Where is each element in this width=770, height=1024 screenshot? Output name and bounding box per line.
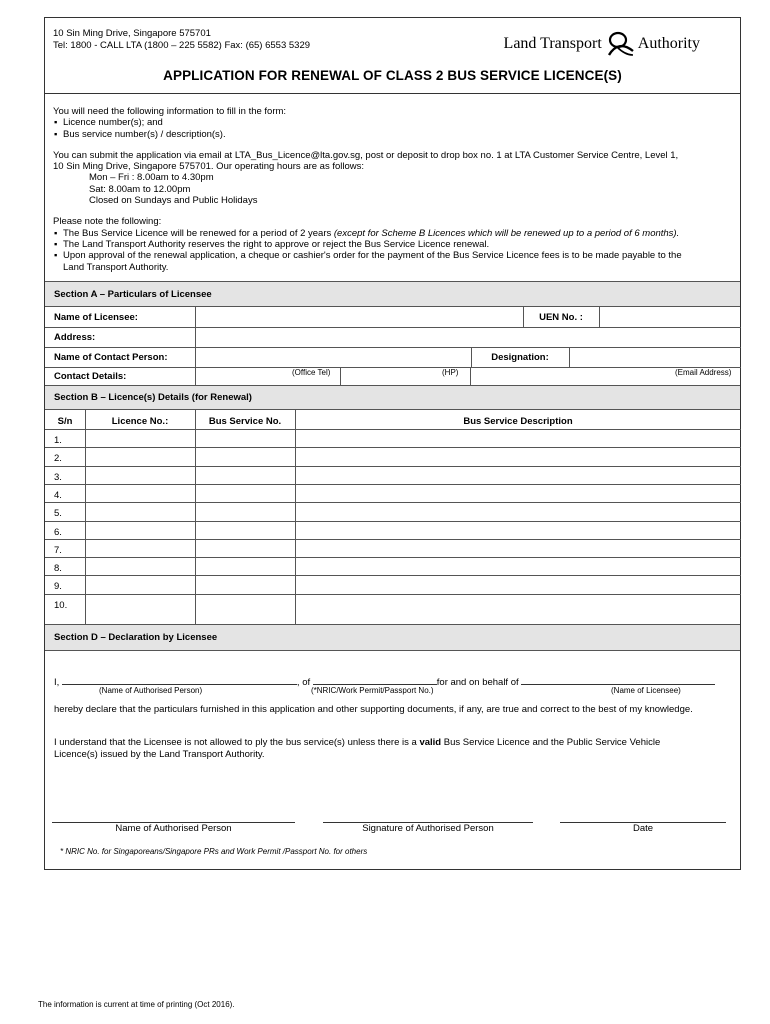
- need-list: [53, 117, 738, 140]
- contact-person-field[interactable]: [195, 347, 471, 367]
- note-text: Upon approval of the renewal application, a cheque or cashier's order for the payment of the Bus Service Licence fees is to be made payable to the: [63, 250, 682, 262]
- grid-line: [295, 410, 296, 624]
- grid-line: [195, 307, 196, 385]
- col-header-sn: S/n: [57, 416, 73, 427]
- sig-label-name: Name of Authorised Person: [115, 823, 232, 834]
- office-tel-caption: (Office Tel): [292, 368, 331, 377]
- need-line: You will need the following information to fill in the form:: [53, 106, 287, 117]
- grid-line: [45, 539, 741, 540]
- table-row[interactable]: 6.: [54, 527, 62, 538]
- table-row[interactable]: 8.: [54, 563, 62, 574]
- grid-line: [599, 307, 600, 327]
- contact-person-label: Name of Contact Person:: [54, 351, 168, 363]
- grid-line: [45, 557, 741, 558]
- table-row[interactable]: 5.: [54, 508, 62, 519]
- understand-bold: valid: [419, 737, 442, 748]
- hp-caption: (HP): [442, 368, 459, 377]
- table-row[interactable]: 4.: [54, 490, 62, 501]
- section-d-header: Section D – Declaration by Licensee: [45, 624, 740, 651]
- designation-field[interactable]: [569, 347, 741, 367]
- caption-authorised-person: (Name of Authorised Person): [99, 686, 203, 695]
- table-row[interactable]: 9.: [54, 581, 62, 592]
- grid-line: [45, 594, 741, 595]
- note-list: [53, 228, 738, 273]
- section-a-header: Section A – Particulars of Licensee: [45, 281, 740, 307]
- grid-line: [45, 347, 741, 348]
- understand-part: Licence(s) issued by the Land Transport Authority.: [54, 748, 265, 760]
- grid-line: [45, 327, 741, 328]
- header-address: [53, 28, 310, 52]
- note-italic: (except for Scheme B Licences which will be renewed up to a period of 6 months).: [333, 227, 680, 239]
- hours-line: Mon – Fri : 8.00am to 4.30pm: [89, 172, 214, 184]
- grid-line: [45, 502, 741, 503]
- grid-line: [45, 367, 741, 368]
- address-line: 10 Sin Ming Drive, Singapore 575701: [53, 28, 211, 39]
- list-item: [53, 228, 738, 239]
- form-title: APPLICATION FOR RENEWAL OF CLASS 2 BUS SERVICE LICENCE(S): [163, 68, 622, 83]
- instructions: [53, 106, 738, 273]
- grid-line: [85, 410, 86, 624]
- note-text: The Bus Service Licence will be renewed for a period of 2 years: [63, 227, 334, 239]
- grid-line: [45, 521, 741, 522]
- footnote: * NRIC No. for Singaporeans/Singapore PRs and Work Permit /Passport No. for others: [60, 847, 368, 856]
- decl-behalf: for and on behalf of: [436, 677, 519, 688]
- grid-line: [340, 367, 341, 385]
- note-line: Please note the following:: [53, 216, 162, 228]
- hours-line: Closed on Sundays and Public Holidays: [89, 195, 258, 207]
- lta-logo: [504, 31, 700, 57]
- caption-nric: (*NRIC/Work Permit/Passport No.): [311, 686, 434, 695]
- uen-field[interactable]: [599, 307, 741, 327]
- caption-licensee: (Name of Licensee): [611, 686, 681, 695]
- grid-line: [45, 466, 741, 467]
- table-row[interactable]: 7.: [54, 545, 62, 556]
- printing-note: The information is current at time of printing (Oct 2016).: [38, 1000, 235, 1009]
- grid-line: [470, 367, 471, 385]
- col-header-bus-service-no: Bus Service No.: [208, 416, 282, 427]
- name-of-licensee-label: Name of Licensee:: [54, 311, 138, 323]
- grid-line: [45, 447, 741, 448]
- decl-i: I,: [54, 677, 60, 688]
- list-item: ▪ The Land Transport Authority reserves the right to approve or reject the Bus Service Licence renewal.: [53, 239, 738, 250]
- licensee-name-field[interactable]: [521, 674, 715, 685]
- uen-label: UEN No. :: [539, 311, 583, 323]
- nric-field[interactable]: [313, 674, 437, 685]
- understand-part: Bus Service Licence and the Public Service Vehicle: [441, 737, 661, 748]
- list-item: ▪ Licence number(s); and: [53, 117, 738, 128]
- logo-text-left: Land Transport: [503, 35, 602, 52]
- grid-line: [45, 429, 741, 430]
- form-frame: [44, 17, 741, 870]
- decl-of: , of: [296, 677, 311, 688]
- title-divider: [45, 93, 740, 94]
- sig-label-date: Date: [632, 823, 654, 834]
- table-row[interactable]: 1.: [54, 435, 62, 446]
- list-item: ▪ Bus service number(s) / description(s).: [53, 129, 738, 140]
- table-row[interactable]: 10.: [54, 600, 68, 611]
- col-header-description: Bus Service Description: [463, 416, 573, 427]
- grid-line: [471, 347, 472, 367]
- grid-line: [45, 575, 741, 576]
- grid-line: [523, 307, 524, 327]
- grid-line: [195, 410, 196, 624]
- table-row[interactable]: 2.: [54, 453, 62, 464]
- sig-label-signature: Signature of Authorised Person: [362, 823, 494, 834]
- understanding-text: [54, 737, 738, 760]
- submit-line: 10 Sin Ming Drive, Singapore 575701. Our operating hours are as follows:: [53, 161, 365, 173]
- section-b-header: Section B – Licence(s) Details (for Renewal): [45, 385, 740, 410]
- address-label: Address:: [54, 331, 96, 343]
- note-text: Land Transport Authority.: [63, 261, 169, 273]
- understand-part: I understand that the Licensee is not allowed to ply the bus service(s) unless there is a: [54, 737, 420, 748]
- grid-line: [569, 347, 570, 367]
- hours-line: Sat: 8.00am to 12.00pm: [89, 183, 191, 195]
- logo-text-right: Authority: [637, 35, 700, 52]
- col-header-licence-no: Licence No.:: [111, 416, 169, 427]
- table-row[interactable]: 3.: [54, 472, 62, 483]
- declaration-text: hereby declare that the particulars furnished in this application and other supporting documents, if any, are true and correct to the best of my knowledge.: [54, 704, 693, 715]
- designation-label: Designation:: [491, 351, 549, 363]
- name-of-licensee-field[interactable]: [195, 307, 523, 327]
- grid-line: [45, 484, 741, 485]
- address-field[interactable]: [195, 327, 741, 347]
- submit-line: You can submit the application via email at LTA_Bus_Licence@lta.gov.sg, post or deposit to drop box no. 1 at LTA Customer Service Centre, Level 1,: [53, 149, 679, 161]
- lta-emblem-icon: [605, 31, 635, 57]
- authorised-person-field[interactable]: [62, 674, 297, 685]
- email-caption: (Email Address): [675, 368, 732, 377]
- contact-line: Tel: 1800 - CALL LTA (1800 – 225 5582) Fax: (65) 6553 5329: [53, 40, 311, 51]
- contact-details-label: Contact Details:: [54, 370, 127, 382]
- list-item: [53, 250, 738, 273]
